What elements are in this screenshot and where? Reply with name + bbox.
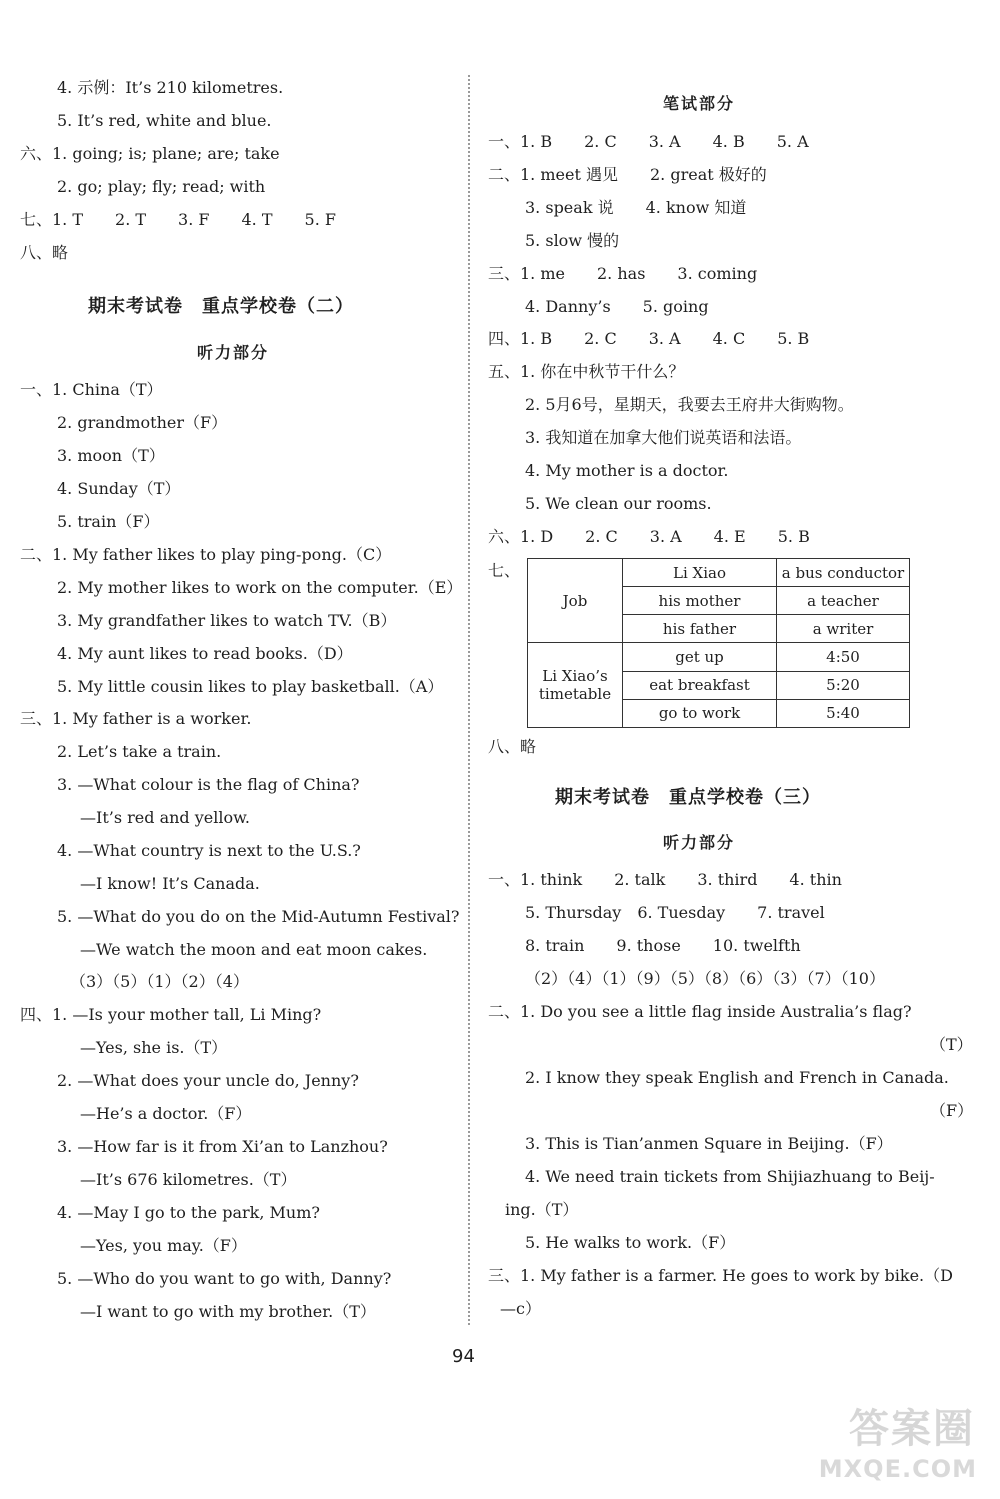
subsection-title: 听力部分 <box>197 343 270 362</box>
answer-line: —Yes, you may.（F） <box>80 1236 247 1255</box>
table-cell: eat breakfast <box>623 671 777 699</box>
table-cell: his father <box>623 615 777 643</box>
answer-line: 二、1. My father likes to play ping-pong.（C） <box>20 545 392 564</box>
table-cell: 4:50 <box>777 643 910 671</box>
table-cell: a teacher <box>777 587 910 615</box>
answer-line: 5. —What do you do on the Mid-Autumn Festival? <box>57 907 460 926</box>
answer-line: 3. speak 说 4. know 知道 <box>525 198 747 217</box>
answer-line: 六、1. D 2. C 3. A 4. E 5. B <box>488 527 810 546</box>
watermark-url: MXQE.COM <box>818 1455 977 1483</box>
answer-line: 三、1. me 2. has 3. coming <box>488 264 758 283</box>
answer-line: 五、1. 你在中秋节干什么？ <box>488 362 685 381</box>
answer-line: 2. go; play; fly; read; with <box>57 177 266 196</box>
answer-line: 八、略 <box>20 243 69 262</box>
answer-line: 2. My mother likes to work on the computer.（E） <box>57 578 463 597</box>
table-cell <box>528 643 623 728</box>
answer-line: 2. Let’s take a train. <box>57 742 222 761</box>
table-row <box>528 643 910 671</box>
answer-line: 5. Thursday 6. Tuesday 7. travel <box>525 903 825 922</box>
answer-line: 四、1. —Is your mother tall, Li Ming? <box>20 1005 322 1024</box>
answer-line: 4. Sunday（T） <box>57 479 181 498</box>
answer-line: 5. We clean our rooms. <box>525 494 712 513</box>
answer-line: 4. —What country is next to the U.S.? <box>57 841 361 860</box>
answer-line: 2. grandmother（F） <box>57 413 228 432</box>
answer-line: 5. slow 慢的 <box>525 231 620 250</box>
answer-line: —Yes, she is.（T） <box>80 1038 228 1057</box>
answer-line: 4. —May I go to the park, Mum? <box>57 1203 320 1222</box>
answer-line: 一、1. B 2. C 3. A 4. B 5. A <box>488 132 809 151</box>
answer-line: 5. My little cousin likes to play basketball.（A） <box>57 677 444 696</box>
answer-line: 5. It’s red, white and blue. <box>57 111 272 130</box>
answer-line: —It’s 676 kilometres.（T） <box>80 1170 297 1189</box>
answer-line: —He’s a doctor.（F） <box>80 1104 252 1123</box>
answer-line: 六、1. going; is; plane; are; take <box>20 144 280 163</box>
answer-line: 四、1. B 2. C 3. A 4. C 5. B <box>488 329 810 348</box>
section-title: 期末考试卷 重点学校卷（二） <box>88 296 354 317</box>
answer-line: （2）（4）（1）（9）（5）（8）（6）（3）（7）（10） <box>525 969 885 988</box>
answer-line: 8. train 9. those 10. twelfth <box>525 936 801 955</box>
answer-line: —It’s red and yellow. <box>80 808 251 827</box>
answer-line: —c） <box>500 1299 541 1318</box>
answer-line: 七、 <box>488 561 521 580</box>
answer-line: （T） <box>930 1035 973 1054</box>
answer-line: 3. This is Tian’anmen Square in Beijing.（F） <box>525 1134 893 1153</box>
table-cell: 5:40 <box>777 699 910 727</box>
timetable-label-line: timetable <box>538 685 612 704</box>
table-cell: Job <box>528 559 623 643</box>
answer-line: 2. 5月6号，星期天，我要去王府井大街购物。 <box>525 395 854 414</box>
subsection-title: 听力部分 <box>663 833 736 852</box>
table-cell: Li Xiao <box>623 559 777 587</box>
timetable-label-line: Li Xiao’s <box>542 667 608 686</box>
answer-line: ing.（T） <box>505 1200 579 1219</box>
watermark-logo <box>800 1395 985 1490</box>
answer-line: 三、1. My father is a farmer. He goes to work by bike.（D <box>488 1266 953 1285</box>
page-number: 94 <box>452 1346 475 1367</box>
answer-line: 2. I know they speak English and French in Canada. <box>525 1068 949 1087</box>
answer-line: （3）（5）（1）（2）（4） <box>70 972 249 991</box>
table-cell: his mother <box>623 587 777 615</box>
answer-line: 3. —What colour is the flag of China? <box>57 775 360 794</box>
answer-line: 八、略 <box>488 737 537 756</box>
table-cell: 5:20 <box>777 671 910 699</box>
answer-line: 4. Danny’s 5. going <box>525 297 709 316</box>
answer-line: 4. 示例：It’s 210 kilometres. <box>57 78 284 97</box>
answer-line: 二、1. meet 遇见 2. great 极好的 <box>488 165 767 184</box>
column-divider <box>468 75 470 1325</box>
answer-line: —I want to go with my brother.（T） <box>80 1302 376 1321</box>
answer-line: 4. My aunt likes to read books.（D） <box>57 644 353 663</box>
answer-line: —We watch the moon and eat moon cakes. <box>80 940 428 959</box>
watermark-text: 答案圈 <box>849 1406 975 1452</box>
answer-line: 4. We need train tickets from Shijiazhuang to Beij- <box>525 1167 935 1186</box>
answer-line: 3. 我知道在加拿大他们说英语和法语。 <box>525 428 802 447</box>
answer-line: 二、1. Do you see a little flag inside Australia’s flag? <box>488 1002 912 1021</box>
answer-line: 5. train（F） <box>57 512 160 531</box>
table-cell: a bus conductor <box>777 559 910 587</box>
answer-line: 2. —What does your uncle do, Jenny? <box>57 1071 359 1090</box>
answer-line: 3. —How far is it from Xi’an to Lanzhou? <box>57 1137 388 1156</box>
answer-line: 一、1. think 2. talk 3. third 4. thin <box>488 870 842 889</box>
answer-line: —I know! It’s Canada. <box>80 874 260 893</box>
answer-line: 一、1. China（T） <box>20 380 163 399</box>
answer-line: 4. My mother is a doctor. <box>525 461 729 480</box>
answer-line: 3. moon（T） <box>57 446 165 465</box>
answer-line: （F） <box>930 1101 974 1120</box>
timetable-table <box>527 558 910 728</box>
table-row <box>528 559 910 587</box>
answer-line: 3. My grandfather likes to watch TV.（B） <box>57 611 397 630</box>
section-title: 期末考试卷 重点学校卷（三） <box>555 787 821 808</box>
table-cell: go to work <box>623 699 777 727</box>
subsection-title: 笔试部分 <box>663 94 736 113</box>
answer-line: 三、1. My father is a worker. <box>20 709 252 728</box>
table-cell: a writer <box>777 615 910 643</box>
table-cell: get up <box>623 643 777 671</box>
answer-line: 5. He walks to work.（F） <box>525 1233 736 1252</box>
answer-line: 5. —Who do you want to go with, Danny? <box>57 1269 392 1288</box>
answer-line: 七、1. T 2. T 3. F 4. T 5. F <box>20 210 336 229</box>
